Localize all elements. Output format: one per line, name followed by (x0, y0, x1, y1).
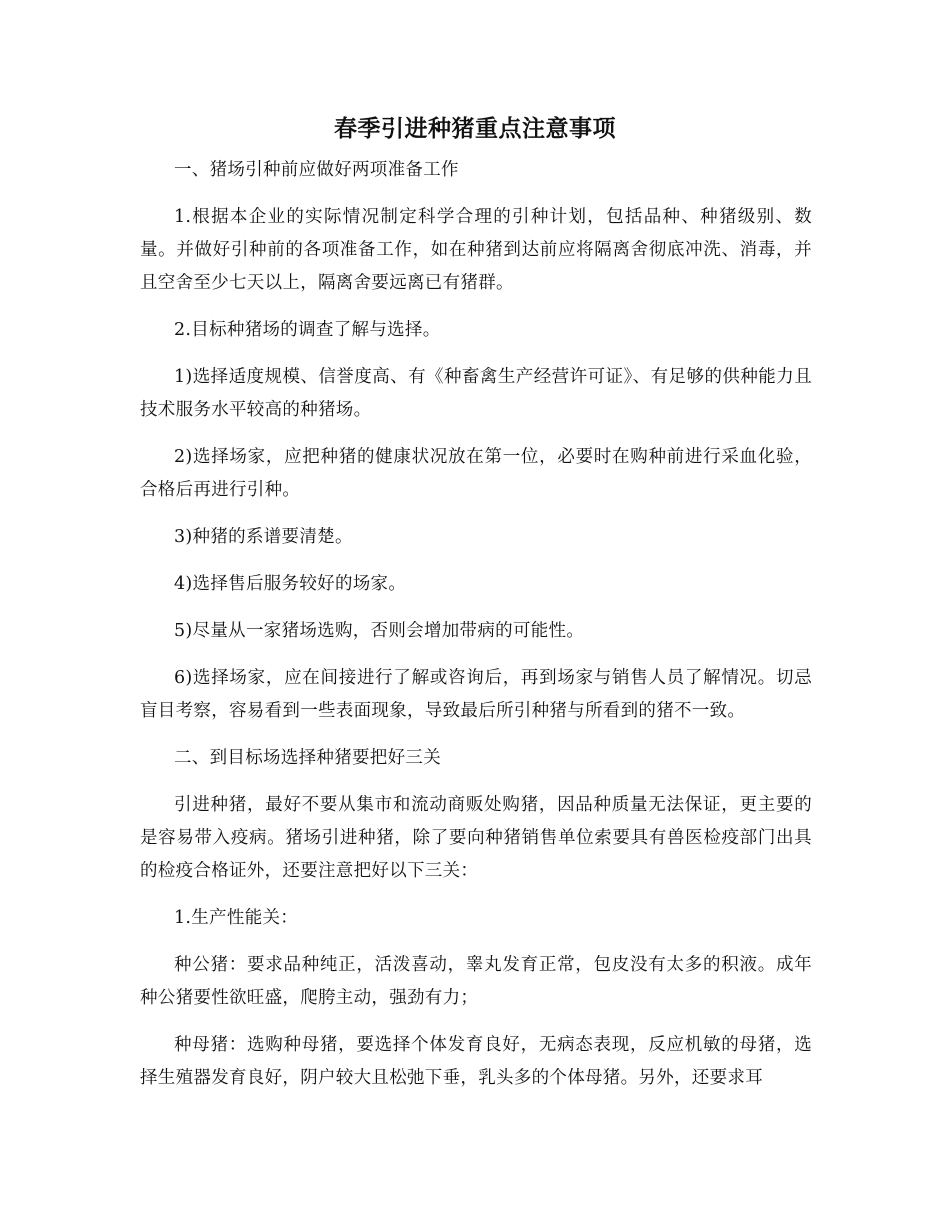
list-item: 4)选择售后服务较好的场家。 (174, 574, 407, 594)
list-item: 1)选择适度规模、信誉度高、有《种畜禽生产经营许可证》、有足够的供种能力且技术服务水平较高的种猪场。 (140, 367, 812, 420)
list-item: 5)尽量从一家猪场选购，否则会增加带病的可能性。 (174, 621, 585, 641)
subheading: 1.生产性能关： (174, 908, 299, 928)
section-heading-1: 一、猪场引种前应做好两项准备工作 (174, 160, 459, 180)
paragraph: 种母猪：选购种母猪，要选择个体发育良好，无病态表现，反应机敏的母猪，选择生殖器发育良好，阴户较大且松弛下垂，乳头多的个体母猪。另外，还要求耳 (140, 1035, 812, 1088)
paragraph: 1.根据本企业的实际情况制定科学合理的引种计划，包括品种、种猪级别、数量。并做好引种前的各项准备工作，如在种猪到达前应将隔离舍彻底冲洗、消毒，并且空舍至少七天以上，隔离舍要远离已有猪群。 (140, 207, 812, 293)
paragraph: 种公猪：要求品种纯正，活泼喜动，睾丸发育正常，包皮没有太多的积液。成年种公猪要性欲旺盛，爬胯主动，强劲有力； (140, 955, 812, 1008)
document-body (140, 154, 812, 1109)
section-heading-2: 二、到目标场选择种猪要把好三关 (174, 748, 441, 768)
paragraph: 引进种猪，最好不要从集市和流动商贩处购猪，因品种质量无法保证，更主要的是容易带入疫病。猪场引进种猪，除了要向种猪销售单位索要具有兽医检疫部门出具的检疫合格证外，还要注意把好以下三关： (140, 795, 812, 881)
paragraph: 2.目标种猪场的调查了解与选择。 (174, 320, 441, 340)
list-item: 3)种猪的系谱要清楚。 (174, 527, 353, 547)
list-item: 2)选择场家，应把种猪的健康状况放在第一位，必要时在购种前进行采血化验，合格后再进行引种。 (140, 447, 812, 500)
document-title: 春季引进种猪重点注意事项 (334, 116, 616, 142)
list-item: 6)选择场家，应在间接进行了解或咨询后，再到场家与销售人员了解情况。切忌盲目考察，容易看到一些表面现象，导致最后所引种猪与所看到的猪不一致。 (140, 668, 812, 721)
